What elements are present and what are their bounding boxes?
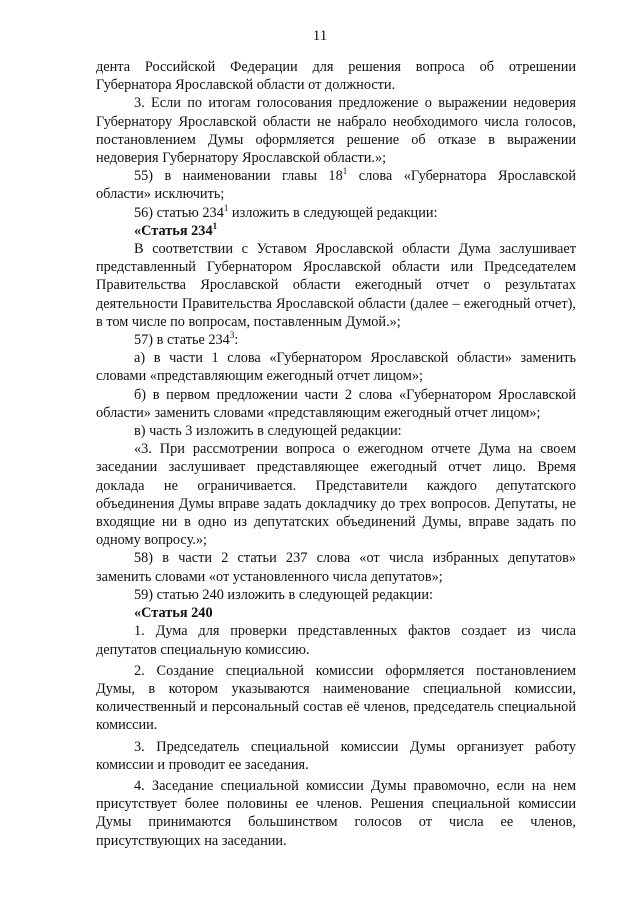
paragraph-clause-1: 1. Дума для проверки представленных фактов создает из числа депутатов специальную комиссию. — [96, 623, 576, 658]
paragraph-item-55: 55) в наименовании главы $18^1$ слова «Губернатора Ярославской области» исключить; — [96, 166, 577, 203]
paragraph-clause-3-report: «3. При рассмотрении вопроса о ежегодном отчете Дума на своем заседании заслушивает представляющее ежегодный отчет лицо. Время доклада не ограничивается. Представители каждого депутатского объединения Думы вправе задать докладчику до трех вопросов. Депутаты, не входящие ни в одно из депутатских объединений Думы, вправе задать по одному вопросу.»; — [96, 441, 576, 549]
page-number: 11 — [312, 28, 328, 44]
paragraph-sub-a: а) в части 1 слова «Губернатором Ярославской области» заменить словами «представляющим ежегодный отчет лицом»; — [96, 350, 576, 385]
paragraph-clause-4: 4. Заседание специальной комиссии Думы правомочно, если на нем присутствует более половины ее членов. Решения специальной комиссии Думы принимаются большинством голосов от числа ее членов, присутствующих на заседании. — [96, 777, 576, 849]
article-heading-240: «Статья 240 — [134, 605, 213, 622]
paragraph-clause-3: 3. Председатель специальной комиссии Думы организует работу комиссии и проводит ее заседания. — [96, 738, 576, 773]
paragraph-continuation: дента Российской Федерации для решения вопроса об отрешении Губернатора Ярославской области от должности. — [96, 59, 576, 94]
paragraph-annual-report: В соответствии с Уставом Ярославской области Дума заслушивает представленный Губернатором Ярославской области или Председателем Правительства Ярославской области ежегодный отчет о результатах деятельности Правительства Ярославской области (далее – ежегодный отчет), в том числе по вопросам, поставленным Думой.»; — [96, 241, 576, 330]
paragraph-item-59: 59) статью 240 изложить в следующей редакции: — [134, 586, 433, 603]
paragraph-item-58: 58) в части 2 статьи 237 слова «от числа избранных депутатов» заменить словами «от установленного числа депутатов»; — [96, 550, 576, 585]
paragraph-clause-2: 2. Создание специальной комиссии оформляется постановлением Думы, в котором указываются наименование специальной комиссии, количественный и персональный состав её членов, председатель специальной комиссии. — [96, 662, 576, 734]
article-heading-234-1: «Статья $234^1$ — [134, 221, 218, 239]
paragraph-sub-b: б) в первом предложении части 2 слова «Губернатором Ярославской области» заменить словами «представляющим ежегодный отчет лицом»; — [96, 386, 576, 421]
paragraph-clause-3-distrust: 3. Если по итогам голосования предложение о выражении недоверия Губернатору Ярославской области не набрало необходимого числа голосов, постановлением Думы оформляется решение об отказе в выражении недоверия Губернатору Ярославской области.»; — [96, 95, 576, 167]
paragraph-item-57: 57) в статье $234^3$: — [134, 330, 239, 349]
paragraph-sub-v: в) часть 3 изложить в следующей редакции: — [134, 423, 402, 440]
paragraph-item-56: 56) статью $234^1$ изложить в следующей редакции: — [134, 202, 438, 221]
document-body — [96, 58, 576, 850]
